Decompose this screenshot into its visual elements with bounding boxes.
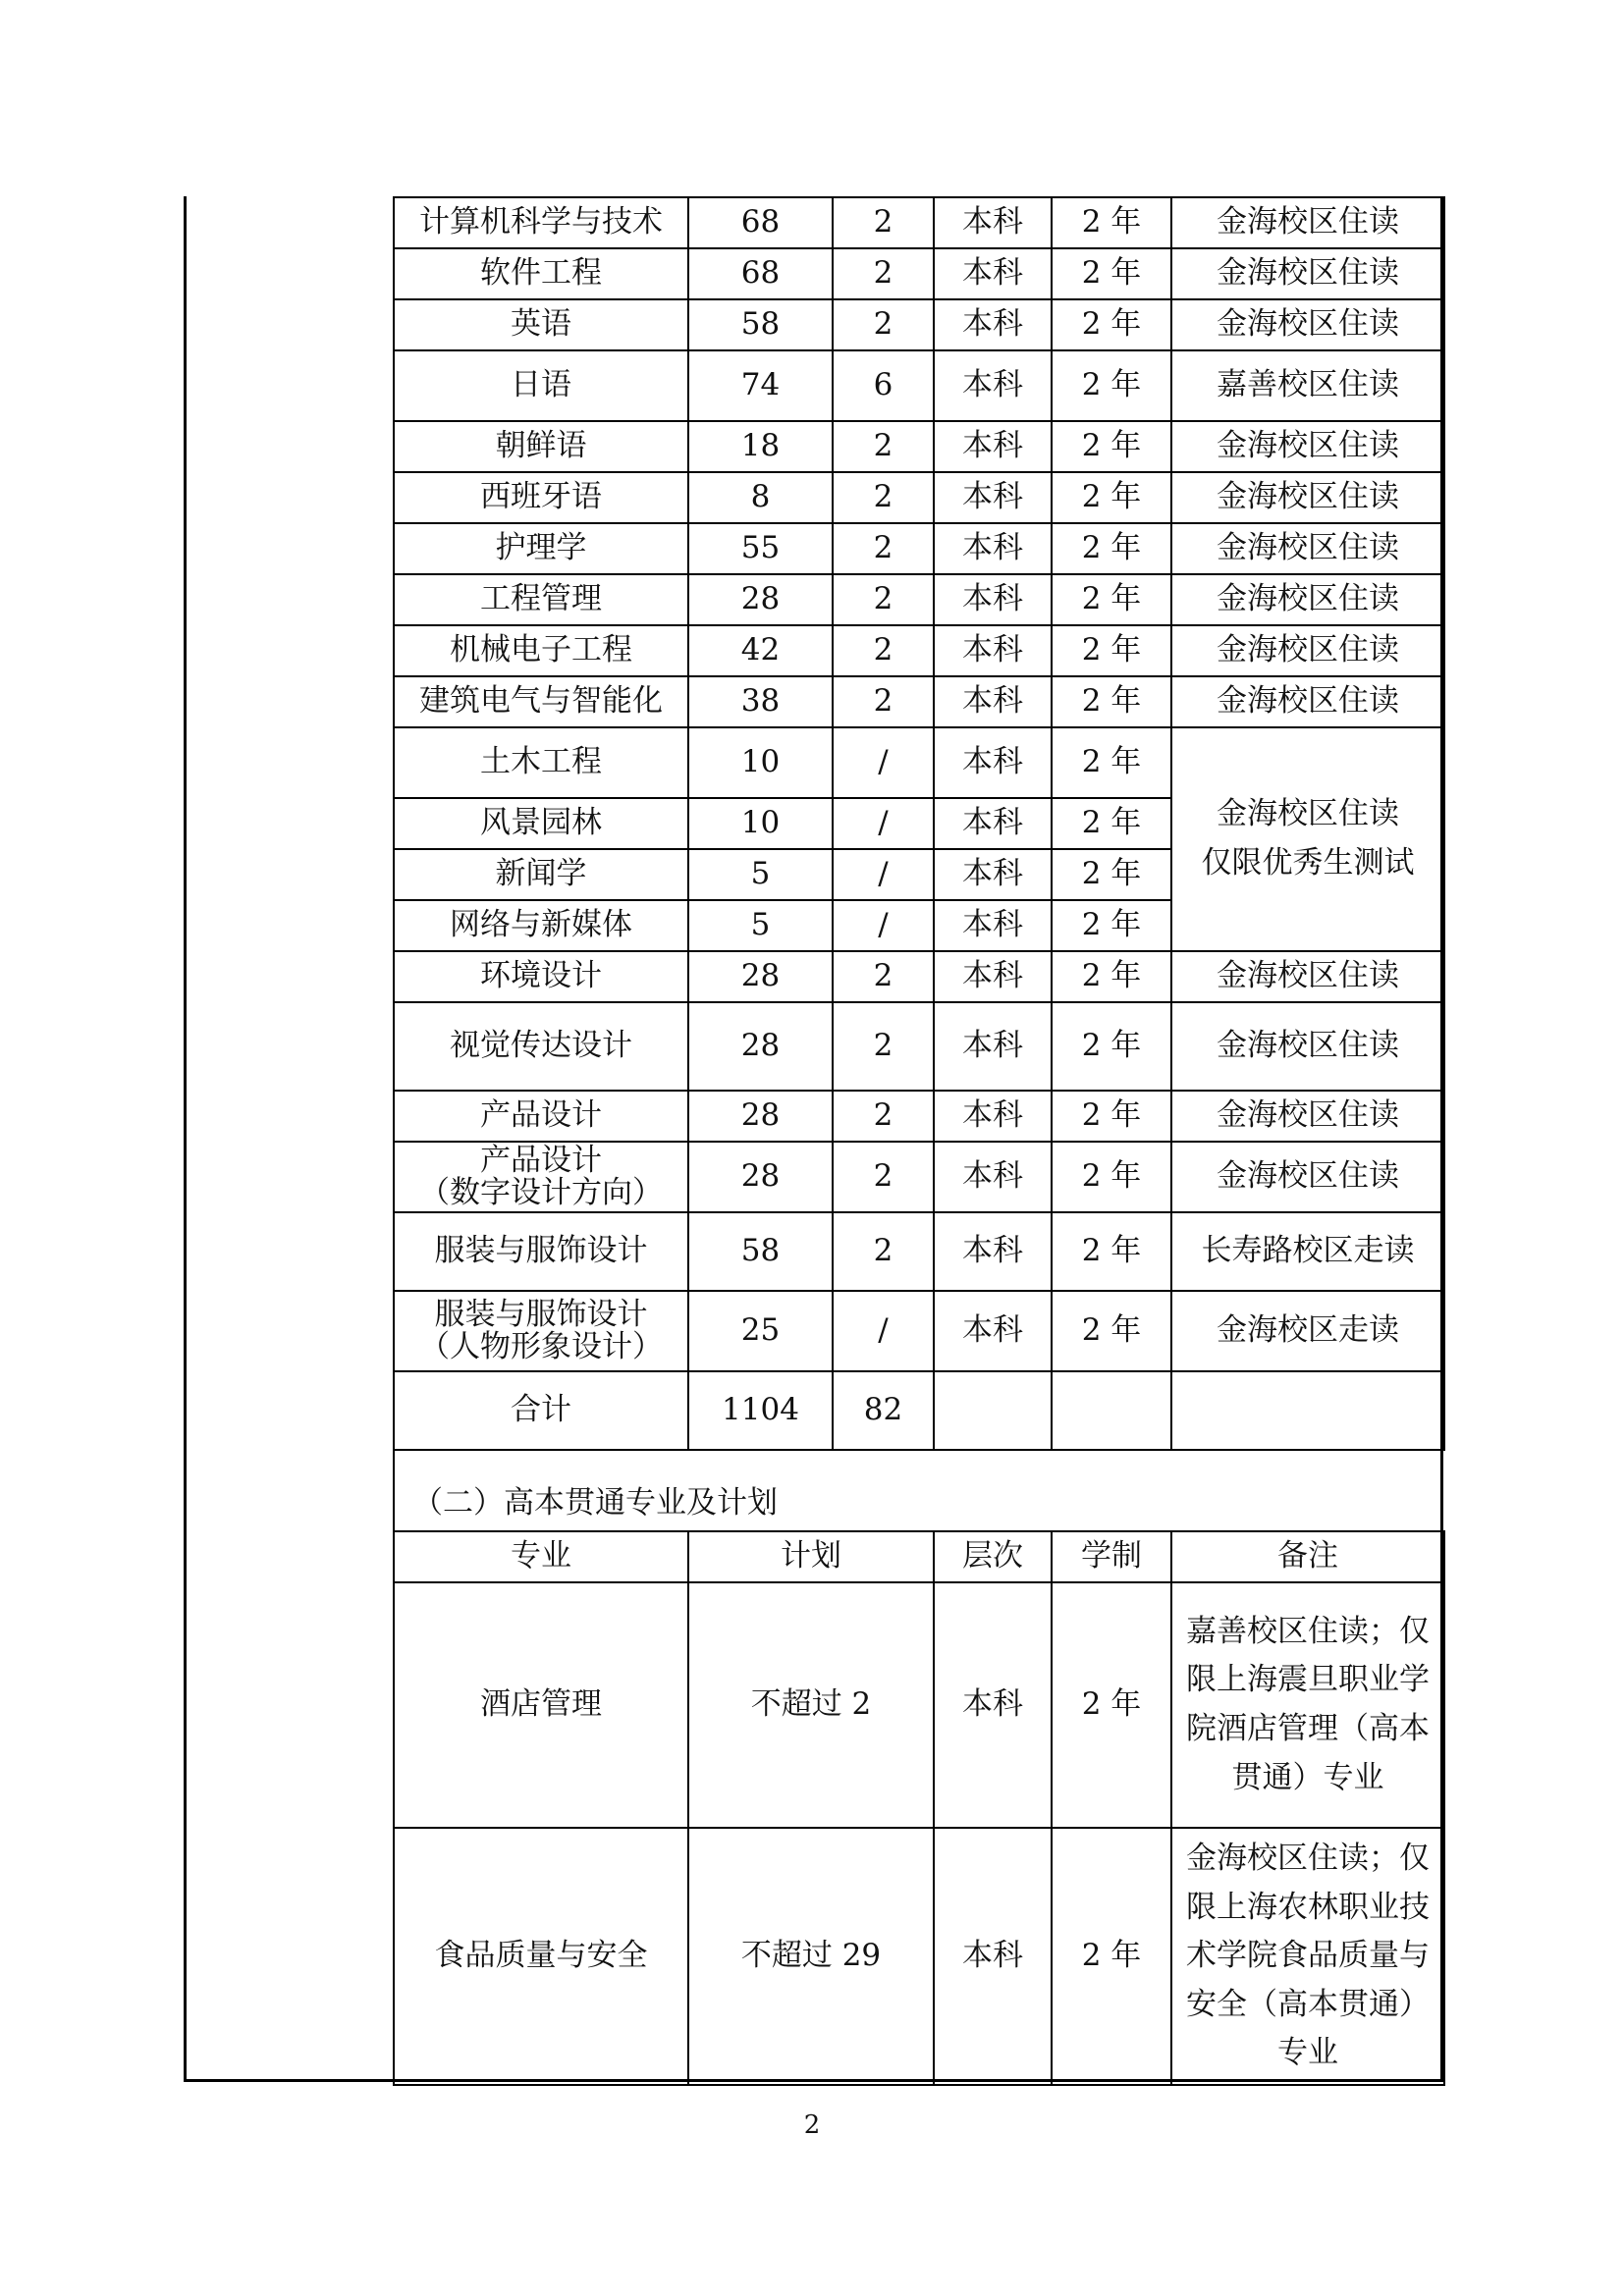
extra-plan-cell: 6 [833,350,934,421]
note-cell: 金海校区住读 [1171,1142,1444,1212]
extra-plan-cell: 2 [833,299,934,350]
level-cell: 本科 [934,574,1052,625]
extra-plan-cell: 2 [833,951,934,1002]
extra-plan-cell: / [833,849,934,900]
total-plan: 1104 [688,1371,833,1450]
major-cell: 酒店管理 [394,1582,688,1828]
level-cell: 本科 [934,798,1052,849]
table-row [394,951,1444,1002]
section-title: （二）高本贯通专业及计划 [412,1485,778,1521]
table-row [394,197,1444,248]
column-header: 层次 [934,1531,1052,1582]
plan-cell: 不超过 29 [688,1828,934,2085]
note-cell: 金海校区住读 [1171,1091,1444,1142]
plan-cell: 68 [688,248,833,299]
table-row [394,472,1444,523]
years-cell: 2 年 [1052,727,1171,798]
major-cell: 服装与服饰设计 （人物形象设计） [394,1291,688,1371]
gaoben-plan-table [393,1530,1445,2086]
total-extra: 82 [833,1371,934,1450]
note-cell: 金海校区住读 [1171,299,1444,350]
years-cell: 2 年 [1052,951,1171,1002]
level-cell: 本科 [934,1582,1052,1828]
extra-plan-cell: 2 [833,1212,934,1291]
extra-plan-cell: 2 [833,676,934,727]
extra-plan-cell: / [833,900,934,951]
level-cell: 本科 [934,1291,1052,1371]
empty-cell [934,1371,1052,1450]
plan-cell: 10 [688,727,833,798]
years-cell: 2 年 [1052,1828,1171,2085]
note-cell: 金海校区住读 [1171,472,1444,523]
major-cell: 产品设计 [394,1091,688,1142]
column-header: 专业 [394,1531,688,1582]
major-cell: 计算机科学与技术 [394,197,688,248]
years-cell: 2 年 [1052,299,1171,350]
level-cell: 本科 [934,1142,1052,1212]
empty-cell [1171,1371,1444,1450]
table-row [394,1091,1444,1142]
note-cell: 嘉善校区住读 [1171,350,1444,421]
plan-cell: 38 [688,676,833,727]
plan-cell: 28 [688,1142,833,1212]
plan-cell: 8 [688,472,833,523]
extra-plan-cell: 2 [833,248,934,299]
note-cell: 金海校区住读 [1171,951,1444,1002]
years-cell: 2 年 [1052,472,1171,523]
years-cell: 2 年 [1052,798,1171,849]
left-category-cell [184,196,395,2082]
note-cell: 金海校区住读 [1171,197,1444,248]
years-cell: 2 年 [1052,1142,1171,1212]
years-cell: 2 年 [1052,676,1171,727]
plan-cell: 25 [688,1291,833,1371]
years-cell: 2 年 [1052,1291,1171,1371]
total-label: 合计 [394,1371,688,1450]
plan-cell: 10 [688,798,833,849]
column-header: 备注 [1171,1531,1444,1582]
major-cell: 机械电子工程 [394,625,688,676]
note-cell: 金海校区住读 [1171,1002,1444,1091]
extra-plan-cell: 2 [833,625,934,676]
table-row [394,1828,1444,2085]
level-cell: 本科 [934,625,1052,676]
plan-cell: 18 [688,421,833,472]
table-row [394,676,1444,727]
major-cell: 西班牙语 [394,472,688,523]
header-row [394,1531,1444,1582]
extra-plan-cell: 2 [833,1091,934,1142]
extra-plan-cell: 2 [833,1002,934,1091]
level-cell: 本科 [934,951,1052,1002]
total-row [394,1371,1444,1450]
note-cell: 金海校区住读 [1171,574,1444,625]
table-row [394,1212,1444,1291]
plan-cell: 28 [688,951,833,1002]
note-cell: 金海校区住读 [1171,625,1444,676]
plan-cell: 5 [688,849,833,900]
major-cell: 新闻学 [394,849,688,900]
major-cell: 产品设计 （数字设计方向） [394,1142,688,1212]
note-cell: 金海校区走读 [1171,1291,1444,1371]
level-cell: 本科 [934,727,1052,798]
years-cell: 2 年 [1052,625,1171,676]
note-cell: 金海校区住读 [1171,421,1444,472]
major-cell: 服装与服饰设计 [394,1212,688,1291]
major-cell: 朝鲜语 [394,421,688,472]
level-cell: 本科 [934,472,1052,523]
extra-plan-cell: / [833,727,934,798]
note-cell: 嘉善校区住读；仅限上海震旦职业学院酒店管理（高本贯通）专业 [1171,1582,1444,1828]
major-cell: 软件工程 [394,248,688,299]
extra-plan-cell: / [833,1291,934,1371]
plan-cell: 5 [688,900,833,951]
note-cell: 金海校区住读 [1171,676,1444,727]
level-cell: 本科 [934,676,1052,727]
major-cell: 建筑电气与智能化 [394,676,688,727]
level-cell: 本科 [934,350,1052,421]
years-cell: 2 年 [1052,574,1171,625]
level-cell: 本科 [934,900,1052,951]
level-cell: 本科 [934,1002,1052,1091]
plan-cell: 58 [688,1212,833,1291]
major-cell: 环境设计 [394,951,688,1002]
table-row [394,299,1444,350]
years-cell: 2 年 [1052,849,1171,900]
extra-plan-cell: 2 [833,523,934,574]
plan-cell: 不超过 2 [688,1582,934,1828]
page-number: 2 [803,2110,821,2140]
years-cell: 2 年 [1052,248,1171,299]
extra-plan-cell: 2 [833,574,934,625]
table-row [394,248,1444,299]
table-row [394,1142,1444,1212]
years-cell: 2 年 [1052,1002,1171,1091]
years-cell: 2 年 [1052,1212,1171,1291]
years-cell: 2 年 [1052,523,1171,574]
major-cell: 食品质量与安全 [394,1828,688,2085]
table-row [394,421,1444,472]
table-row [394,523,1444,574]
admission-plan-table [393,196,1445,1451]
note-cell: 金海校区住读 仅限优秀生测试 [1171,727,1444,951]
level-cell: 本科 [934,1091,1052,1142]
level-cell: 本科 [934,421,1052,472]
note-cell: 金海校区住读；仅限上海农林职业技术学院食品质量与安全（高本贯通）专业 [1171,1828,1444,2085]
note-cell: 金海校区住读 [1171,248,1444,299]
column-header: 学制 [1052,1531,1171,1582]
major-cell: 日语 [394,350,688,421]
level-cell: 本科 [934,299,1052,350]
major-cell: 工程管理 [394,574,688,625]
years-cell: 2 年 [1052,197,1171,248]
table-row [394,727,1444,798]
plan-cell: 28 [688,574,833,625]
years-cell: 2 年 [1052,1091,1171,1142]
major-cell: 护理学 [394,523,688,574]
level-cell: 本科 [934,523,1052,574]
plan-cell: 74 [688,350,833,421]
table-row [394,1002,1444,1091]
plan-cell: 28 [688,1002,833,1091]
level-cell: 本科 [934,849,1052,900]
years-cell: 2 年 [1052,421,1171,472]
extra-plan-cell: 2 [833,1142,934,1212]
note-cell: 金海校区住读 [1171,523,1444,574]
level-cell: 本科 [934,197,1052,248]
extra-plan-cell: 2 [833,197,934,248]
level-cell: 本科 [934,248,1052,299]
table-row [394,574,1444,625]
table-row [394,1291,1444,1371]
extra-plan-cell: 2 [833,421,934,472]
table-row [394,1582,1444,1828]
level-cell: 本科 [934,1212,1052,1291]
plan-cell: 28 [688,1091,833,1142]
empty-cell [1052,1371,1171,1450]
years-cell: 2 年 [1052,350,1171,421]
plan-cell: 68 [688,197,833,248]
major-cell: 风景园林 [394,798,688,849]
table-row [394,350,1444,421]
column-header: 计划 [688,1531,934,1582]
level-cell: 本科 [934,1828,1052,2085]
table-row [394,625,1444,676]
major-cell: 网络与新媒体 [394,900,688,951]
plan-cell: 42 [688,625,833,676]
major-cell: 土木工程 [394,727,688,798]
major-cell: 英语 [394,299,688,350]
major-cell: 视觉传达设计 [394,1002,688,1091]
note-cell: 长寿路校区走读 [1171,1212,1444,1291]
years-cell: 2 年 [1052,900,1171,951]
extra-plan-cell: / [833,798,934,849]
extra-plan-cell: 2 [833,472,934,523]
years-cell: 2 年 [1052,1582,1171,1828]
plan-cell: 55 [688,523,833,574]
plan-cell: 58 [688,299,833,350]
